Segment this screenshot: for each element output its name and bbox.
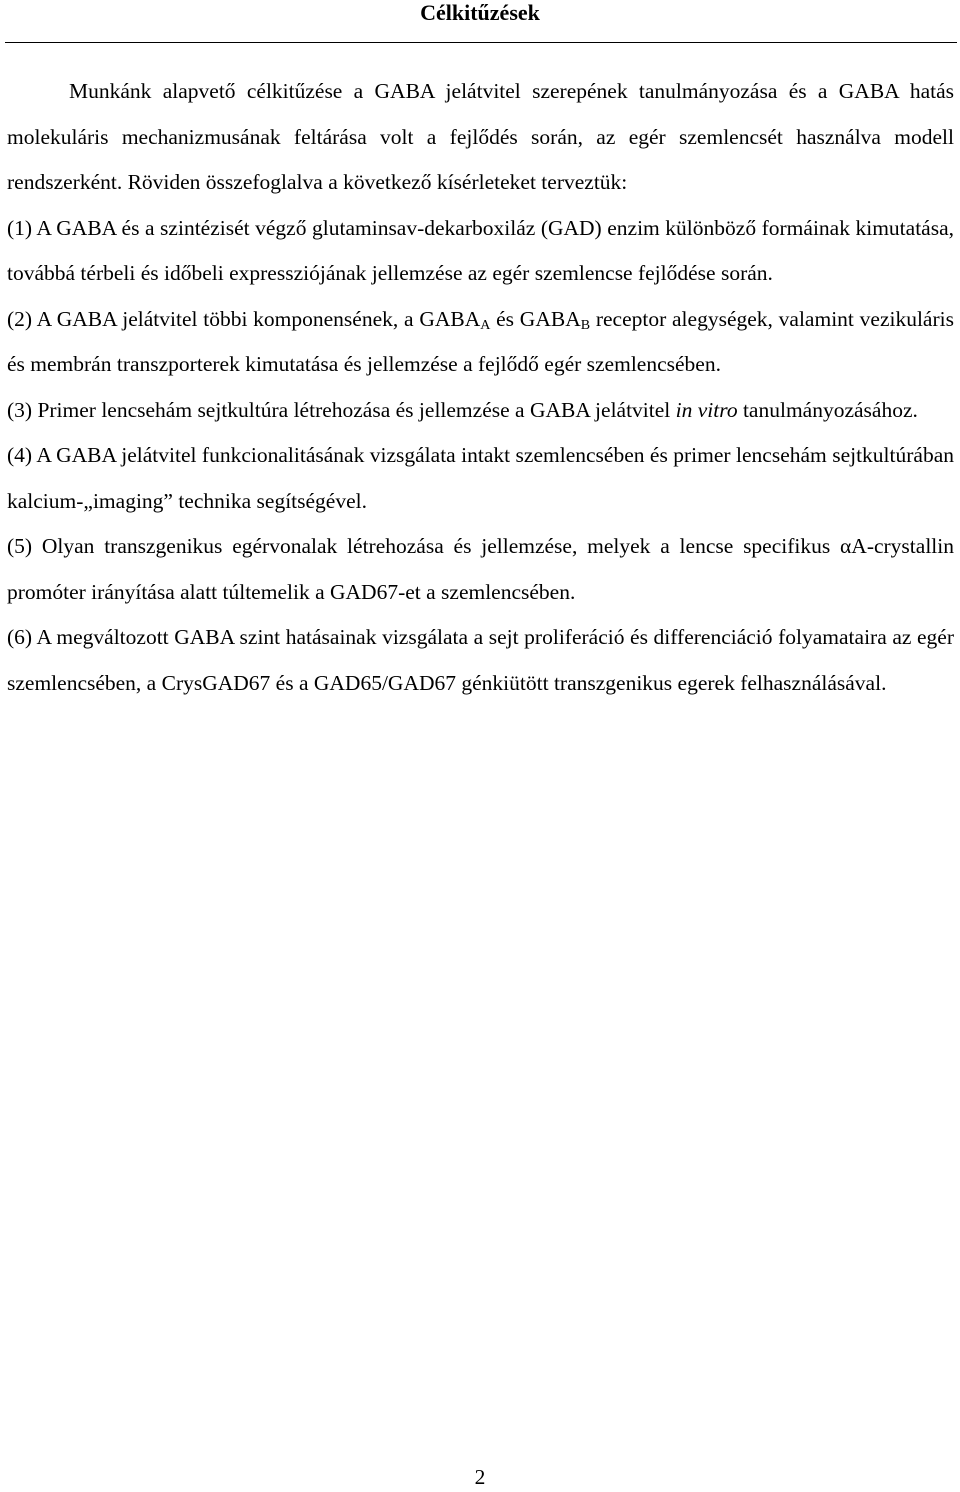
in-vitro-italic: in vitro — [675, 397, 738, 422]
goal-2-text-c: receptor alegységek, valamint vezikuláris és membrán transzporterek kimutatása és jellemzése a fejlődő egér szemlencsében. — [7, 306, 954, 376]
page-number: 2 — [474, 1465, 486, 1489]
gaba-b-subscript: B — [580, 317, 591, 333]
gaba-a-subscript: A — [480, 317, 491, 333]
goal-item-4: (4) A GABA jelátvitel funkcionalitásának vizsgálata intakt szemlencsében és primer lencsehám sejtkultúrában kalcium-„imaging” technika segítségével. — [7, 443, 954, 513]
goal-item-1: (1) A GABA és a szintézisét végző glutaminsav-dekarboxiláz (GAD) enzim különböző formáinak kimutatása, továbbá térbeli és időbeli expressziójának jellemzése az egér szemlencse fejlődése során. — [7, 215, 954, 285]
page-title: Célkitűzések — [420, 0, 540, 25]
intro-paragraph: Munkánk alapvető célkitűzése a GABA jelátvitel szerepének tanulmányozása és a GABA hatás molekuláris mechanizmusának feltárása volt a fejlődés során, az egér szemlencsét használva modell rendszerként. Röviden összefoglalva a következő kísérleteket terveztük: — [7, 79, 954, 194]
document-body — [7, 69, 954, 706]
goal-item-3 — [7, 388, 954, 434]
title-underline — [5, 42, 957, 43]
goal-3-text-b: tanulmányozásához. — [737, 397, 918, 422]
goal-2-text-b: és GABA — [490, 306, 581, 331]
goal-item-2 — [7, 297, 954, 388]
goal-item-5: (5) Olyan transzgenikus egérvonalak létrehozása és jellemzése, melyek a lencse specifikus αA-crystallin promóter irányítása alatt túltemelik a GAD67-et a szemlencsében. — [7, 534, 954, 604]
goal-item-6: (6) A megváltozott GABA szint hatásainak vizsgálata a sejt proliferáció és differenciáció folyamataira az egér szemlencsében, a CrysGAD67 és a GAD65/GAD67 génkiütött transzgenikus egerek felhasználásával. — [7, 625, 954, 695]
goal-3-text-a: (3) Primer lencsehám sejtkultúra létrehozása és jellemzése a GABA jelátvitel — [7, 397, 676, 422]
goal-2-text-a: (2) A GABA jelátvitel többi komponensének, a GABA — [7, 306, 481, 331]
